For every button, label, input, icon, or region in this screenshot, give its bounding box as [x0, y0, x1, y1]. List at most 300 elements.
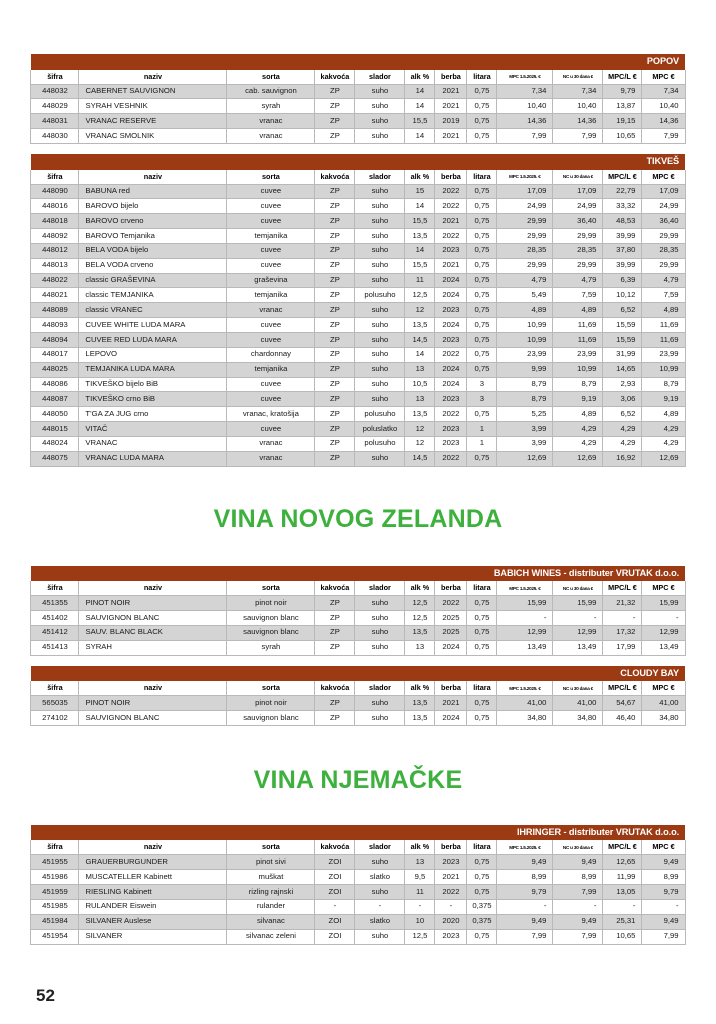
cell-alk: 12 [405, 303, 435, 318]
column-header-litara: litara [467, 681, 497, 696]
column-header-mpc-date: MPC 1.5.2025. € [497, 681, 553, 696]
table-row [31, 625, 685, 640]
column-header-mpc: MPC € [642, 70, 685, 85]
cell-litara: 0,75 [467, 625, 497, 640]
cell-mpc: 7,59 [642, 288, 685, 303]
cell-litara: 0,75 [467, 696, 497, 711]
cell-berba: 2021 [435, 84, 467, 99]
cell-naziv: classic GRAŠEVINA [79, 273, 227, 288]
cell-kakvoca: ZP [315, 377, 355, 392]
column-header-nc-30-dana: NC u 30 dana € [553, 70, 603, 85]
table-row [31, 184, 685, 199]
cell-slador: suho [355, 318, 405, 333]
cell-mpc-per-litre: - [603, 611, 642, 626]
cell-mpc: 4,29 [642, 436, 685, 451]
cell-litara: 0,75 [467, 288, 497, 303]
cell-mpc-date: 7,99 [497, 929, 553, 944]
cell-mpc-per-litre: 4,29 [603, 422, 642, 437]
table-row [31, 640, 685, 655]
cell-mpc-date: 12,69 [497, 451, 553, 466]
cell-sifra: 448018 [31, 214, 79, 229]
column-header-nc-30-dana: NC u 30 dana € [553, 581, 603, 596]
cell-berba: 2022 [435, 347, 467, 362]
cell-slador: suho [355, 184, 405, 199]
cell-mpc-date: 5,49 [497, 288, 553, 303]
cell-nc-30-dana: 8,99 [553, 870, 603, 885]
cell-mpc-per-litre: 11,99 [603, 870, 642, 885]
cell-mpc: 4,29 [642, 422, 685, 437]
column-header-mpc-date: MPC 1.5.2025. € [497, 840, 553, 855]
column-header-nc-30-dana: NC u 30 dana € [553, 170, 603, 185]
cell-alk: 14 [405, 199, 435, 214]
cell-nc-30-dana: 7,34 [553, 84, 603, 99]
cell-nc-30-dana: 41,00 [553, 696, 603, 711]
cell-sorta: temjanika [227, 288, 315, 303]
cell-mpc: 9,49 [642, 855, 685, 870]
cell-sorta: pinot noir [227, 596, 315, 611]
column-header-naziv: naziv [79, 581, 227, 596]
cell-slador: suho [355, 273, 405, 288]
cell-naziv: SAUV. BLANC BLACK [79, 625, 227, 640]
cell-alk: 14 [405, 129, 435, 144]
cell-mpc-per-litre: 25,31 [603, 914, 642, 929]
column-header-sorta: sorta [227, 840, 315, 855]
cell-kakvoca: ZP [315, 392, 355, 407]
column-header-mpc: MPC € [642, 581, 685, 596]
cell-mpc: 13,49 [642, 640, 685, 655]
cell-mpc-date: 8,79 [497, 377, 553, 392]
cell-sifra: 451985 [31, 899, 79, 914]
cell-sorta: syrah [227, 640, 315, 655]
cell-berba: 2019 [435, 114, 467, 129]
brand-label: IHRINGER - distributer VRUTAK d.o.o. [31, 825, 685, 841]
cell-mpc-per-litre: 33,32 [603, 199, 642, 214]
cell-mpc-per-litre: 9,79 [603, 84, 642, 99]
cell-berba: 2021 [435, 696, 467, 711]
cell-nc-30-dana: 12,99 [553, 625, 603, 640]
cell-slador: suho [355, 885, 405, 900]
cell-litara: 3 [467, 377, 497, 392]
cell-naziv: PINOT NOIR [79, 696, 227, 711]
cell-naziv: PINOT NOIR [79, 596, 227, 611]
cell-alk: 14,5 [405, 333, 435, 348]
cell-mpc-date: 9,79 [497, 885, 553, 900]
column-header-alk: alk % [405, 170, 435, 185]
cell-mpc: 28,35 [642, 243, 685, 258]
cell-kakvoca: ZP [315, 303, 355, 318]
table-column-header-row [31, 840, 685, 855]
cell-mpc-per-litre: 31,99 [603, 347, 642, 362]
column-header-nc-30-dana: NC u 30 dana € [553, 681, 603, 696]
cell-alk: - [405, 899, 435, 914]
cell-sifra: 451402 [31, 611, 79, 626]
cell-kakvoca: ZP [315, 318, 355, 333]
cell-berba: 2024 [435, 377, 467, 392]
wine-table-tikves [30, 154, 685, 467]
cell-sifra: 448025 [31, 362, 79, 377]
cell-mpc-per-litre: 39,99 [603, 258, 642, 273]
cell-alk: 14 [405, 347, 435, 362]
cell-naziv: SYRAH VESHNIK [79, 99, 227, 114]
cell-mpc-date: 9,49 [497, 855, 553, 870]
cell-berba: 2024 [435, 640, 467, 655]
cell-mpc-date: 8,99 [497, 870, 553, 885]
column-header-mpc: MPC € [642, 681, 685, 696]
table-row [31, 899, 685, 914]
cell-mpc: 11,69 [642, 333, 685, 348]
table-column-header-row [31, 581, 685, 596]
cell-litara: 0,75 [467, 611, 497, 626]
cell-kakvoca: ZP [315, 436, 355, 451]
cell-slador: suho [355, 596, 405, 611]
cell-mpc-date: 9,49 [497, 914, 553, 929]
cell-sifra: 448087 [31, 392, 79, 407]
cell-mpc-per-litre: 6,52 [603, 303, 642, 318]
column-header-sifra: šifra [31, 840, 79, 855]
cell-nc-30-dana: 29,99 [553, 229, 603, 244]
cell-mpc: 36,40 [642, 214, 685, 229]
cell-sorta: sauvignon blanc [227, 625, 315, 640]
column-header-mpc-per-litre: MPC/L € [603, 840, 642, 855]
cell-nc-30-dana: - [553, 611, 603, 626]
cell-slador: suho [355, 451, 405, 466]
cell-nc-30-dana: 4,89 [553, 303, 603, 318]
cell-mpc: 7,99 [642, 129, 685, 144]
cell-nc-30-dana: 24,99 [553, 199, 603, 214]
cell-berba: 2025 [435, 611, 467, 626]
wine-table-ihringer [30, 825, 685, 945]
cell-slador: suho [355, 243, 405, 258]
cell-sifra: 448013 [31, 258, 79, 273]
cell-sifra: 451959 [31, 885, 79, 900]
cell-naziv: MUSCATELLER Kabinett [79, 870, 227, 885]
cell-litara: 0,75 [467, 929, 497, 944]
cell-alk: 15,5 [405, 114, 435, 129]
cell-sifra: 448024 [31, 436, 79, 451]
cell-mpc-per-litre: 16,92 [603, 451, 642, 466]
table-row [31, 129, 685, 144]
table-row [31, 288, 685, 303]
section-heading-new-zealand: VINA NOVOG ZELANDA [213, 504, 503, 533]
cell-sorta: sauvignon blanc [227, 711, 315, 726]
cell-naziv: RIESLING Kabinett [79, 885, 227, 900]
column-header-sifra: šifra [31, 581, 79, 596]
cell-alk: 14 [405, 243, 435, 258]
column-header-mpc-per-litre: MPC/L € [603, 170, 642, 185]
cell-kakvoca: ZP [315, 229, 355, 244]
cell-litara: 0,75 [467, 870, 497, 885]
cell-slador: poluslatko [355, 422, 405, 437]
cell-sifra: 451954 [31, 929, 79, 944]
cell-nc-30-dana: 7,59 [553, 288, 603, 303]
cell-slador: suho [355, 855, 405, 870]
column-header-mpc-per-litre: MPC/L € [603, 70, 642, 85]
cell-sorta: temjanika [227, 229, 315, 244]
cell-sifra: 448017 [31, 347, 79, 362]
table-row [31, 377, 685, 392]
wine-table-block-cloudy-bay [0, 666, 716, 726]
cell-alk: 12,5 [405, 611, 435, 626]
cell-naziv: BELA VODA crveno [79, 258, 227, 273]
column-header-litara: litara [467, 70, 497, 85]
cell-mpc: 8,99 [642, 870, 685, 885]
cell-naziv: CUVEE RED LUDA MARA [79, 333, 227, 348]
cell-naziv: SILVANER Auslese [79, 914, 227, 929]
cell-kakvoca: ZOI [315, 855, 355, 870]
cell-berba: 2025 [435, 625, 467, 640]
cell-berba: 2021 [435, 214, 467, 229]
cell-alk: 14 [405, 84, 435, 99]
cell-naziv: VRANAC RESERVE [79, 114, 227, 129]
cell-naziv: GRAUERBURGUNDER [79, 855, 227, 870]
cell-mpc: 14,36 [642, 114, 685, 129]
cell-berba: 2020 [435, 914, 467, 929]
cell-kakvoca: ZP [315, 114, 355, 129]
cell-kakvoca: ZP [315, 258, 355, 273]
table-row [31, 885, 685, 900]
cell-kakvoca: ZP [315, 711, 355, 726]
cell-sifra: 451413 [31, 640, 79, 655]
cell-litara: 0,75 [467, 711, 497, 726]
cell-mpc-per-litre: 10,65 [603, 929, 642, 944]
cell-mpc-per-litre: 37,80 [603, 243, 642, 258]
cell-nc-30-dana: 7,99 [553, 929, 603, 944]
cell-sifra: 448031 [31, 114, 79, 129]
cell-mpc-date: 14,36 [497, 114, 553, 129]
cell-kakvoca: ZP [315, 596, 355, 611]
cell-mpc: 29,99 [642, 229, 685, 244]
cell-nc-30-dana: 11,69 [553, 318, 603, 333]
cell-berba: 2023 [435, 422, 467, 437]
cell-kakvoca: ZOI [315, 885, 355, 900]
cell-slador: suho [355, 362, 405, 377]
table-row [31, 362, 685, 377]
column-header-alk: alk % [405, 840, 435, 855]
cell-litara: 0,75 [467, 243, 497, 258]
column-header-nc-30-dana: NC u 30 dana € [553, 840, 603, 855]
cell-nc-30-dana: 8,79 [553, 377, 603, 392]
cell-alk: 13,5 [405, 696, 435, 711]
cell-sifra: 448092 [31, 229, 79, 244]
cell-sorta: vranac [227, 303, 315, 318]
cell-alk: 15 [405, 184, 435, 199]
column-header-mpc-date: MPC 1.5.2025. € [497, 70, 553, 85]
table-row [31, 711, 685, 726]
table-row [31, 422, 685, 437]
table-column-header-row [31, 170, 685, 185]
cell-slador: suho [355, 229, 405, 244]
cell-nc-30-dana: 7,99 [553, 885, 603, 900]
cell-alk: 13,5 [405, 318, 435, 333]
cell-sifra: 448016 [31, 199, 79, 214]
column-header-mpc-date: MPC 1.5.2025. € [497, 170, 553, 185]
cell-mpc-date: 29,99 [497, 229, 553, 244]
cell-alk: 14 [405, 99, 435, 114]
cell-slador: polusuho [355, 407, 405, 422]
cell-alk: 12,5 [405, 929, 435, 944]
cell-berba: 2021 [435, 870, 467, 885]
cell-litara: 0,75 [467, 184, 497, 199]
cell-naziv: VITAČ [79, 422, 227, 437]
cell-kakvoca: ZP [315, 199, 355, 214]
cell-berba: 2022 [435, 229, 467, 244]
cell-mpc: 9,49 [642, 914, 685, 929]
column-header-naziv: naziv [79, 681, 227, 696]
cell-slador: polusuho [355, 288, 405, 303]
table-row [31, 392, 685, 407]
wine-table-block-popov [0, 54, 716, 144]
cell-mpc: 23,99 [642, 347, 685, 362]
cell-sorta: cuvee [227, 258, 315, 273]
cell-alk: 10,5 [405, 377, 435, 392]
cell-mpc-date: 28,35 [497, 243, 553, 258]
cell-sorta: pinot sivi [227, 855, 315, 870]
column-header-naziv: naziv [79, 170, 227, 185]
cell-sorta: muškat [227, 870, 315, 885]
cell-nc-30-dana: 10,99 [553, 362, 603, 377]
cell-slador: polusuho [355, 436, 405, 451]
column-header-slador: slador [355, 70, 405, 85]
cell-sorta: cuvee [227, 243, 315, 258]
column-header-litara: litara [467, 581, 497, 596]
cell-sifra: 451984 [31, 914, 79, 929]
cell-mpc-per-litre: 48,53 [603, 214, 642, 229]
cell-sorta: cuvee [227, 199, 315, 214]
cell-berba: 2022 [435, 885, 467, 900]
cell-mpc: 29,99 [642, 258, 685, 273]
column-header-kakvoca: kakvoća [315, 681, 355, 696]
cell-sifra: 448090 [31, 184, 79, 199]
cell-berba: - [435, 899, 467, 914]
cell-mpc-per-litre: 13,05 [603, 885, 642, 900]
cell-mpc-per-litre: 2,93 [603, 377, 642, 392]
cell-mpc-per-litre: 22,79 [603, 184, 642, 199]
cell-nc-30-dana: 9,19 [553, 392, 603, 407]
cell-kakvoca: ZOI [315, 929, 355, 944]
cell-litara: 0,375 [467, 899, 497, 914]
cell-litara: 0,75 [467, 129, 497, 144]
cell-nc-30-dana: 4,79 [553, 273, 603, 288]
cell-kakvoca: ZP [315, 273, 355, 288]
cell-kakvoca: ZP [315, 422, 355, 437]
table-brand-bar [31, 54, 685, 70]
cell-naziv: TIKVEŠKO crno BiB [79, 392, 227, 407]
cell-mpc: 10,99 [642, 362, 685, 377]
cell-mpc: 34,80 [642, 711, 685, 726]
cell-litara: 0,75 [467, 199, 497, 214]
cell-mpc: 8,79 [642, 377, 685, 392]
cell-naziv: SAUVIGNON BLANC [79, 611, 227, 626]
cell-nc-30-dana: 11,69 [553, 333, 603, 348]
cell-berba: 2023 [435, 333, 467, 348]
cell-mpc-per-litre: 39,99 [603, 229, 642, 244]
cell-sorta: cuvee [227, 318, 315, 333]
cell-berba: 2023 [435, 243, 467, 258]
table-row [31, 243, 685, 258]
cell-sorta: vranac [227, 436, 315, 451]
cell-mpc-per-litre: 13,87 [603, 99, 642, 114]
cell-mpc-per-litre: 19,15 [603, 114, 642, 129]
cell-litara: 0,75 [467, 318, 497, 333]
cell-berba: 2022 [435, 596, 467, 611]
cell-naziv: TEMJANIKA LUDA MARA [79, 362, 227, 377]
table-row [31, 611, 685, 626]
cell-mpc-per-litre: - [603, 899, 642, 914]
column-header-mpc-date: MPC 1.5.2025. € [497, 581, 553, 596]
cell-naziv: T'GA ZA JUG crno [79, 407, 227, 422]
table-row [31, 229, 685, 244]
table-brand-bar [31, 566, 685, 582]
cell-mpc-date: 3,99 [497, 436, 553, 451]
cell-naziv: BELA VODA bijelo [79, 243, 227, 258]
cell-sorta: cuvee [227, 422, 315, 437]
cell-mpc-per-litre: 4,29 [603, 436, 642, 451]
column-header-berba: berba [435, 681, 467, 696]
cell-alk: 12 [405, 422, 435, 437]
cell-mpc: 12,99 [642, 625, 685, 640]
cell-mpc-date: 34,80 [497, 711, 553, 726]
cell-nc-30-dana: 10,40 [553, 99, 603, 114]
column-header-mpc-per-litre: MPC/L € [603, 581, 642, 596]
table-brand-bar [31, 154, 685, 170]
cell-mpc: 12,69 [642, 451, 685, 466]
cell-sorta: cuvee [227, 184, 315, 199]
cell-mpc-date: 41,00 [497, 696, 553, 711]
cell-kakvoca: ZP [315, 625, 355, 640]
cell-slador: suho [355, 696, 405, 711]
cell-kakvoca: - [315, 899, 355, 914]
cell-alk: 13 [405, 855, 435, 870]
column-header-litara: litara [467, 840, 497, 855]
cell-sorta: silvanac [227, 914, 315, 929]
column-header-sifra: šifra [31, 70, 79, 85]
cell-nc-30-dana: 9,49 [553, 855, 603, 870]
column-header-mpc: MPC € [642, 840, 685, 855]
cell-nc-30-dana: 4,29 [553, 422, 603, 437]
cell-mpc: 17,09 [642, 184, 685, 199]
cell-mpc-per-litre: 6,39 [603, 273, 642, 288]
table-row [31, 258, 685, 273]
cell-sorta: rulander [227, 899, 315, 914]
table-row [31, 214, 685, 229]
cell-berba: 2024 [435, 362, 467, 377]
cell-nc-30-dana: 17,09 [553, 184, 603, 199]
cell-mpc-per-litre: 21,32 [603, 596, 642, 611]
cell-sifra: 451355 [31, 596, 79, 611]
cell-mpc-per-litre: 54,67 [603, 696, 642, 711]
cell-kakvoca: ZP [315, 84, 355, 99]
column-header-berba: berba [435, 70, 467, 85]
column-header-sifra: šifra [31, 170, 79, 185]
cell-litara: 0,75 [467, 84, 497, 99]
cell-mpc: 9,19 [642, 392, 685, 407]
cell-naziv: BAROVO crveno [79, 214, 227, 229]
cell-mpc-date: 10,40 [497, 99, 553, 114]
cell-kakvoca: ZP [315, 243, 355, 258]
cell-slador: suho [355, 392, 405, 407]
table-row [31, 855, 685, 870]
cell-sorta: syrah [227, 99, 315, 114]
cell-sifra: 274102 [31, 711, 79, 726]
cell-sorta: cuvee [227, 392, 315, 407]
table-row [31, 407, 685, 422]
cell-alk: 12,5 [405, 288, 435, 303]
cell-sorta: temjanika [227, 362, 315, 377]
cell-litara: 0,75 [467, 114, 497, 129]
cell-kakvoca: ZP [315, 347, 355, 362]
cell-sifra: 448075 [31, 451, 79, 466]
cell-mpc-date: 10,99 [497, 333, 553, 348]
